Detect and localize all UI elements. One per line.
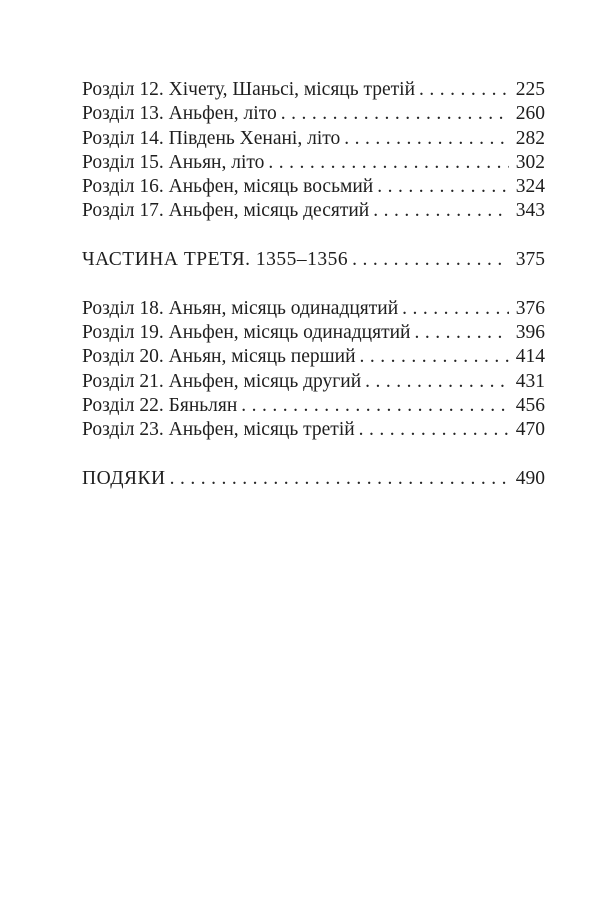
toc-entry-page-number: 343 (515, 200, 545, 222)
dot-leader (166, 467, 509, 491)
toc-entry-page-number: 470 (515, 419, 545, 440)
toc-entry-label: Розділ 21. Аньфен, місяць другий (82, 370, 362, 392)
toc-entry-page-number: 324 (515, 176, 545, 197)
toc-entry-chapter-16 (82, 175, 545, 199)
toc-entry-part-three (82, 248, 545, 272)
toc-entry-chapter-17 (82, 199, 545, 223)
toc-part-heading-label: ЧАСТИНА ТРЕТЯ. 1355–1356 (82, 249, 349, 270)
toc-entry-page-number: 490 (515, 467, 545, 489)
toc-entry-page-number: 431 (515, 370, 545, 392)
toc-entry-label: Розділ 17. Аньфен, місяць десятий (82, 200, 370, 222)
dot-leader (356, 345, 509, 369)
toc-entry-chapter-19 (82, 321, 545, 345)
toc-entry-page-number: 302 (515, 151, 545, 173)
toc-entry-label: Розділ 13. Аньфен, літо (82, 103, 277, 125)
toc-entry-chapter-15 (82, 151, 545, 175)
dot-leader (361, 370, 509, 394)
toc-entry-page-number: 376 (515, 297, 545, 319)
toc-entry-page-number: 396 (515, 322, 545, 343)
toc-entry-page-number: 375 (515, 249, 545, 270)
toc-entry-page-number: 225 (515, 79, 545, 100)
toc-entry-chapter-18 (82, 297, 545, 321)
toc-entry-label: Розділ 22. Бяньлян (82, 394, 238, 416)
toc-entry-label: Розділ 20. Аньян, місяць перший (82, 346, 356, 368)
toc-entry-acknowledgements (82, 467, 545, 491)
dot-leader (369, 199, 509, 223)
toc-entry-label: Розділ 19. Аньфен, місяць одинадцятий (82, 322, 411, 343)
dot-leader (410, 321, 508, 345)
toc-entry-chapter-13 (82, 102, 545, 126)
toc-entry-chapter-20 (82, 345, 545, 369)
toc-entry-label: Розділ 12. Хічету, Шаньсі, місяць третій (82, 79, 416, 100)
toc-entry-page-number: 282 (515, 127, 545, 149)
toc-entry-label: Розділ 15. Аньян, літо (82, 151, 265, 173)
dot-leader (264, 151, 508, 175)
dot-leader (415, 78, 509, 102)
toc-entry-label: Розділ 16. Аньфен, місяць восьмий (82, 176, 374, 197)
toc-chapters-part-two (82, 78, 545, 224)
toc-entry-label: Розділ 23. Аньфен, місяць третій (82, 419, 355, 440)
toc-entry-chapter-21 (82, 370, 545, 394)
table-of-contents (82, 78, 545, 491)
toc-acknowledgements-block (82, 467, 545, 491)
dot-leader (398, 297, 509, 321)
dot-leader (355, 418, 509, 442)
toc-entry-label: Розділ 18. Аньян, місяць одинадцятий (82, 297, 399, 319)
toc-entry-chapter-14 (82, 127, 545, 151)
dot-leader (277, 102, 509, 126)
dot-leader (373, 175, 509, 199)
toc-entry-chapter-23 (82, 418, 545, 442)
dot-leader (348, 248, 509, 272)
toc-part-three-heading-block (82, 248, 545, 272)
toc-entry-chapter-12 (82, 78, 545, 102)
dot-leader (340, 127, 508, 151)
toc-acknowledgements-label: ПОДЯКИ (82, 467, 166, 489)
toc-entry-chapter-22 (82, 394, 545, 418)
toc-chapters-part-three (82, 297, 545, 443)
dot-leader (237, 394, 508, 418)
toc-entry-page-number: 456 (515, 394, 545, 416)
toc-entry-page-number: 260 (515, 103, 545, 125)
toc-entry-page-number: 414 (515, 346, 545, 368)
toc-entry-label: Розділ 14. Південь Хенані, літо (82, 127, 341, 149)
